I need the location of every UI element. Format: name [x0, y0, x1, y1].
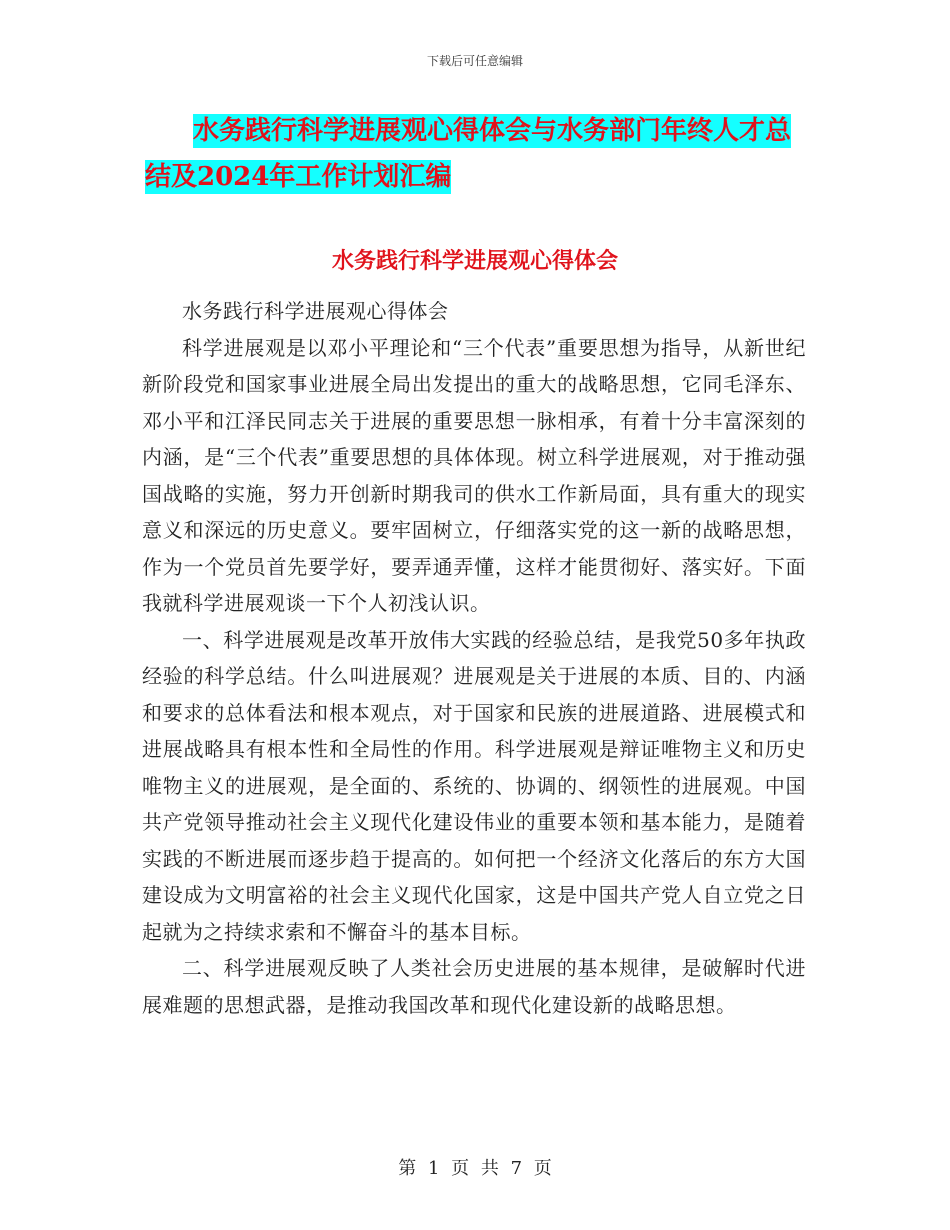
- section-title: 水务践行科学进展观心得体会: [331, 248, 618, 274]
- paragraph: 水务践行科学进展观心得体会: [182, 299, 449, 323]
- document-title: [145, 108, 805, 200]
- paragraph: 科学进展观是以邓小平理论和“三个代表”重要思想为指导，从新世纪新阶段党和国家事业进展全局出发提出的重大的战略思想，它同毛泽东、邓小平和江泽民同志关于进展的重要思想一脉相承，有着十分丰富深刻的内涵，是“三个代表”重要思想的具体体现。树立科学进展观，对于推动强国战略的实施，努力开创新时期我司的供水工作新局面，具有重大的现实意义和深远的历史意义。要牢固树立，仔细落实党的这一新的战略思想，作为一个党员首先要学好，要弄通弄懂，这样才能贯彻好、落实好。下面我就科学进展观谈一下个人初浅认识。: [142, 335, 806, 615]
- paragraph: 一、科学进展观是改革开放伟大实践的经验总结，是我党50多年执政经验的科学总结。什么叫进展观？进展观是关于进展的本质、目的、内涵和要求的总体看法和根本观点，对于国家和民族的进展道路、进展模式和进展战略具有根本性和全局性的作用。科学进展观是辩证唯物主义和历史唯物主义的进展观，是全面的、系统的、协调的、纲领性的进展观。中国共产党领导推动社会主义现代化建设伟业的重要本领和基本能力，是随着实践的不断进展而逐步趋于提高的。如何把一个经济文化落后的东方大国建设成为文明富裕的社会主义现代化国家，这是中国共产党人自立党之日起就为之持续求索和不懈奋斗的基本目标。: [142, 627, 806, 944]
- document-title-line-2: 结及2024年工作计划汇编: [145, 162, 452, 192]
- paragraph: 二、科学进展观反映了人类社会历史进展的基本规律，是破解时代进展难题的思想武器，是推动我国改革和现代化建设新的战略思想。: [142, 956, 806, 1017]
- page-number-footer: 第 1 页 共 7 页: [398, 1158, 552, 1179]
- document-body: [142, 293, 806, 1023]
- page-header-note: 下载后可任意编辑: [426, 54, 523, 68]
- document-title-line-1: 水务践行科学进展观心得体会与水务部门年终人才总: [193, 116, 792, 146]
